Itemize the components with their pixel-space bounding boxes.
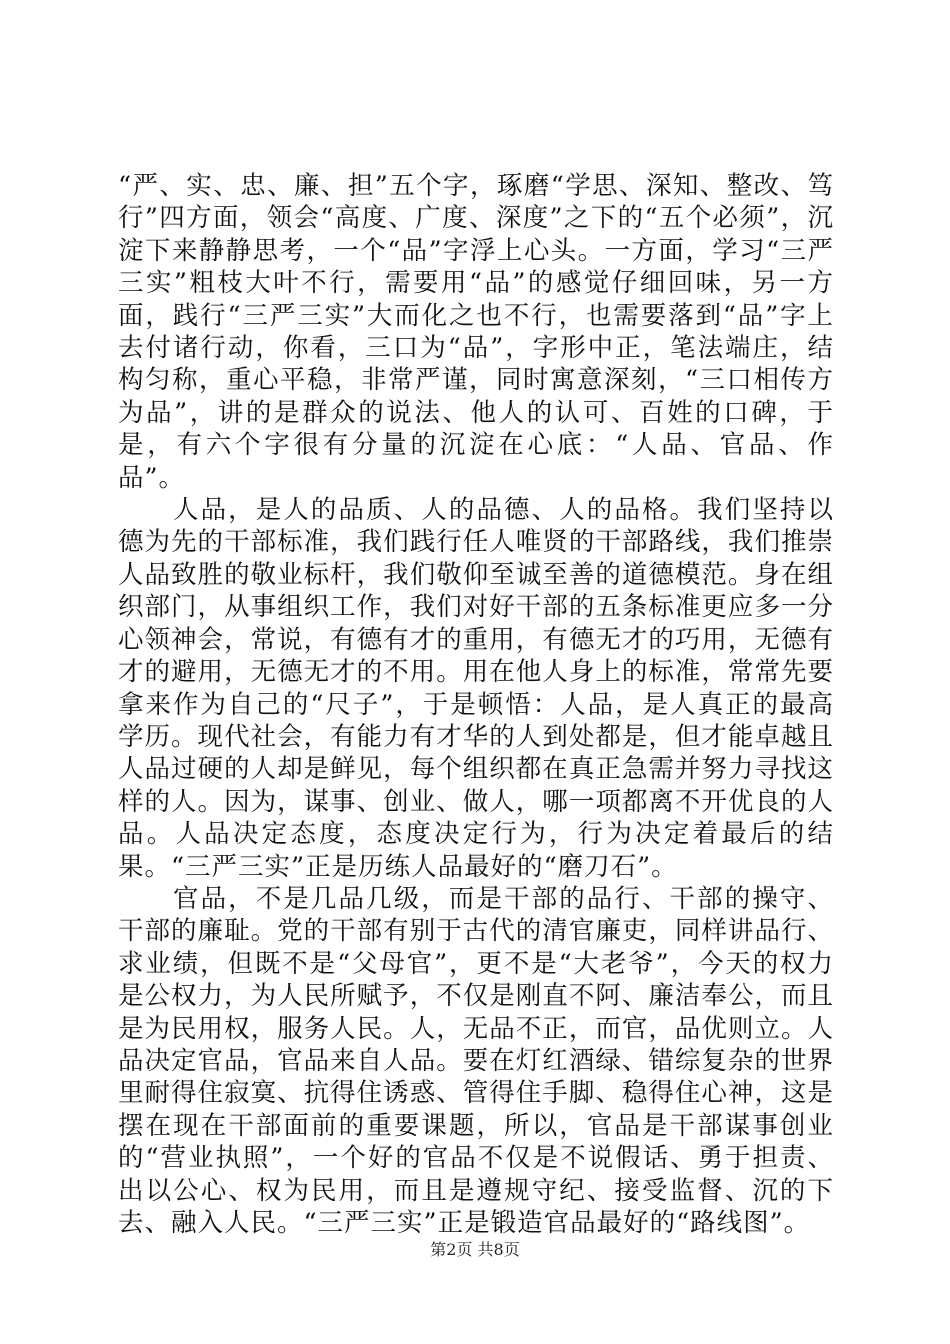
page-number-footer: 第2页 共8页: [430, 1240, 520, 1259]
paragraph-intro: “严、实、忠、廉、担”五个字，琢磨“学思、深知、整改、笃行”四方面，领会“高度、广度、深度”之下的“五个必须”，沉淀下来静静思考，一个“品”字浮上心头。一方面，学习“三严三实”粗枝大叶不行，需要用“品”的感觉仔细回味，另一方面，践行“三严三实”大而化之也不行，也需要落到“品”字上去付诸行动，你看，三口为“品”，字形中正，笔法端庄，结构匀称，重心平稳，非常严谨，同时寓意深刻，“三口相传方为品”，讲的是群众的说法、他人的认可、百姓的口碑，于是，有六个字很有分量的沉淀在心底：“人品、官品、作品”。: [118, 171, 834, 493]
paragraph-renpin: 人品，是人的品质、人的品德、人的品格。我们坚持以德为先的干部标准，我们践行任人唯贤的干部路线，我们推崇人品致胜的敬业标杆，我们敬仰至诚至善的道德模范。身在组织部门，从事组织工作，我们对好干部的五条标准更应多一分心领神会，常说，有德有才的重用，有德无才的巧用，无德有才的避用，无德无才的不用。用在他人身上的标准，常常先要拿来作为自己的“尺子”，于是顿悟：人品，是人真正的最高学历。现代社会，有能力有才华的人到处都是，但才能卓越且人品过硬的人却是鲜见，每个组织都在真正急需并努力寻找这样的人。因为，谋事、创业、做人，哪一项都离不开优良的人品。人品决定态度，态度决定行为，行为决定着最后的结果。“三严三实”正是历练人品最好的“磨刀石”。: [118, 495, 834, 882]
paragraph-guanpin: 官品，不是几品几级，而是干部的品行、干部的操守、干部的廉耻。党的干部有别于古代的清官廉吏，同样讲品行、求业绩，但既不是“父母官”，更不是“大老爷”，今天的权力是公权力，为人民所赋予，不仅是刚直不阿、廉洁奉公，而且是为民用权，服务人民。人，无品不正，而官，品优则立。人品决定官品，官品来自人品。要在灯红酒绿、错综复杂的世界里耐得住寂寞、抗得住诱惑、管得住手脚、稳得住心神，这是摆在现在干部面前的重要课题，所以，官品是干部谋事创业的“营业执照”，一个好的官品不仅是不说假话、勇于担责、出以公心、权为民用，而且是遵规守纪、接受监督、沉的下去、融入人民。“三严三实”正是锻造官品最好的“路线图”。: [118, 883, 834, 1238]
document-body: [118, 170, 834, 1239]
